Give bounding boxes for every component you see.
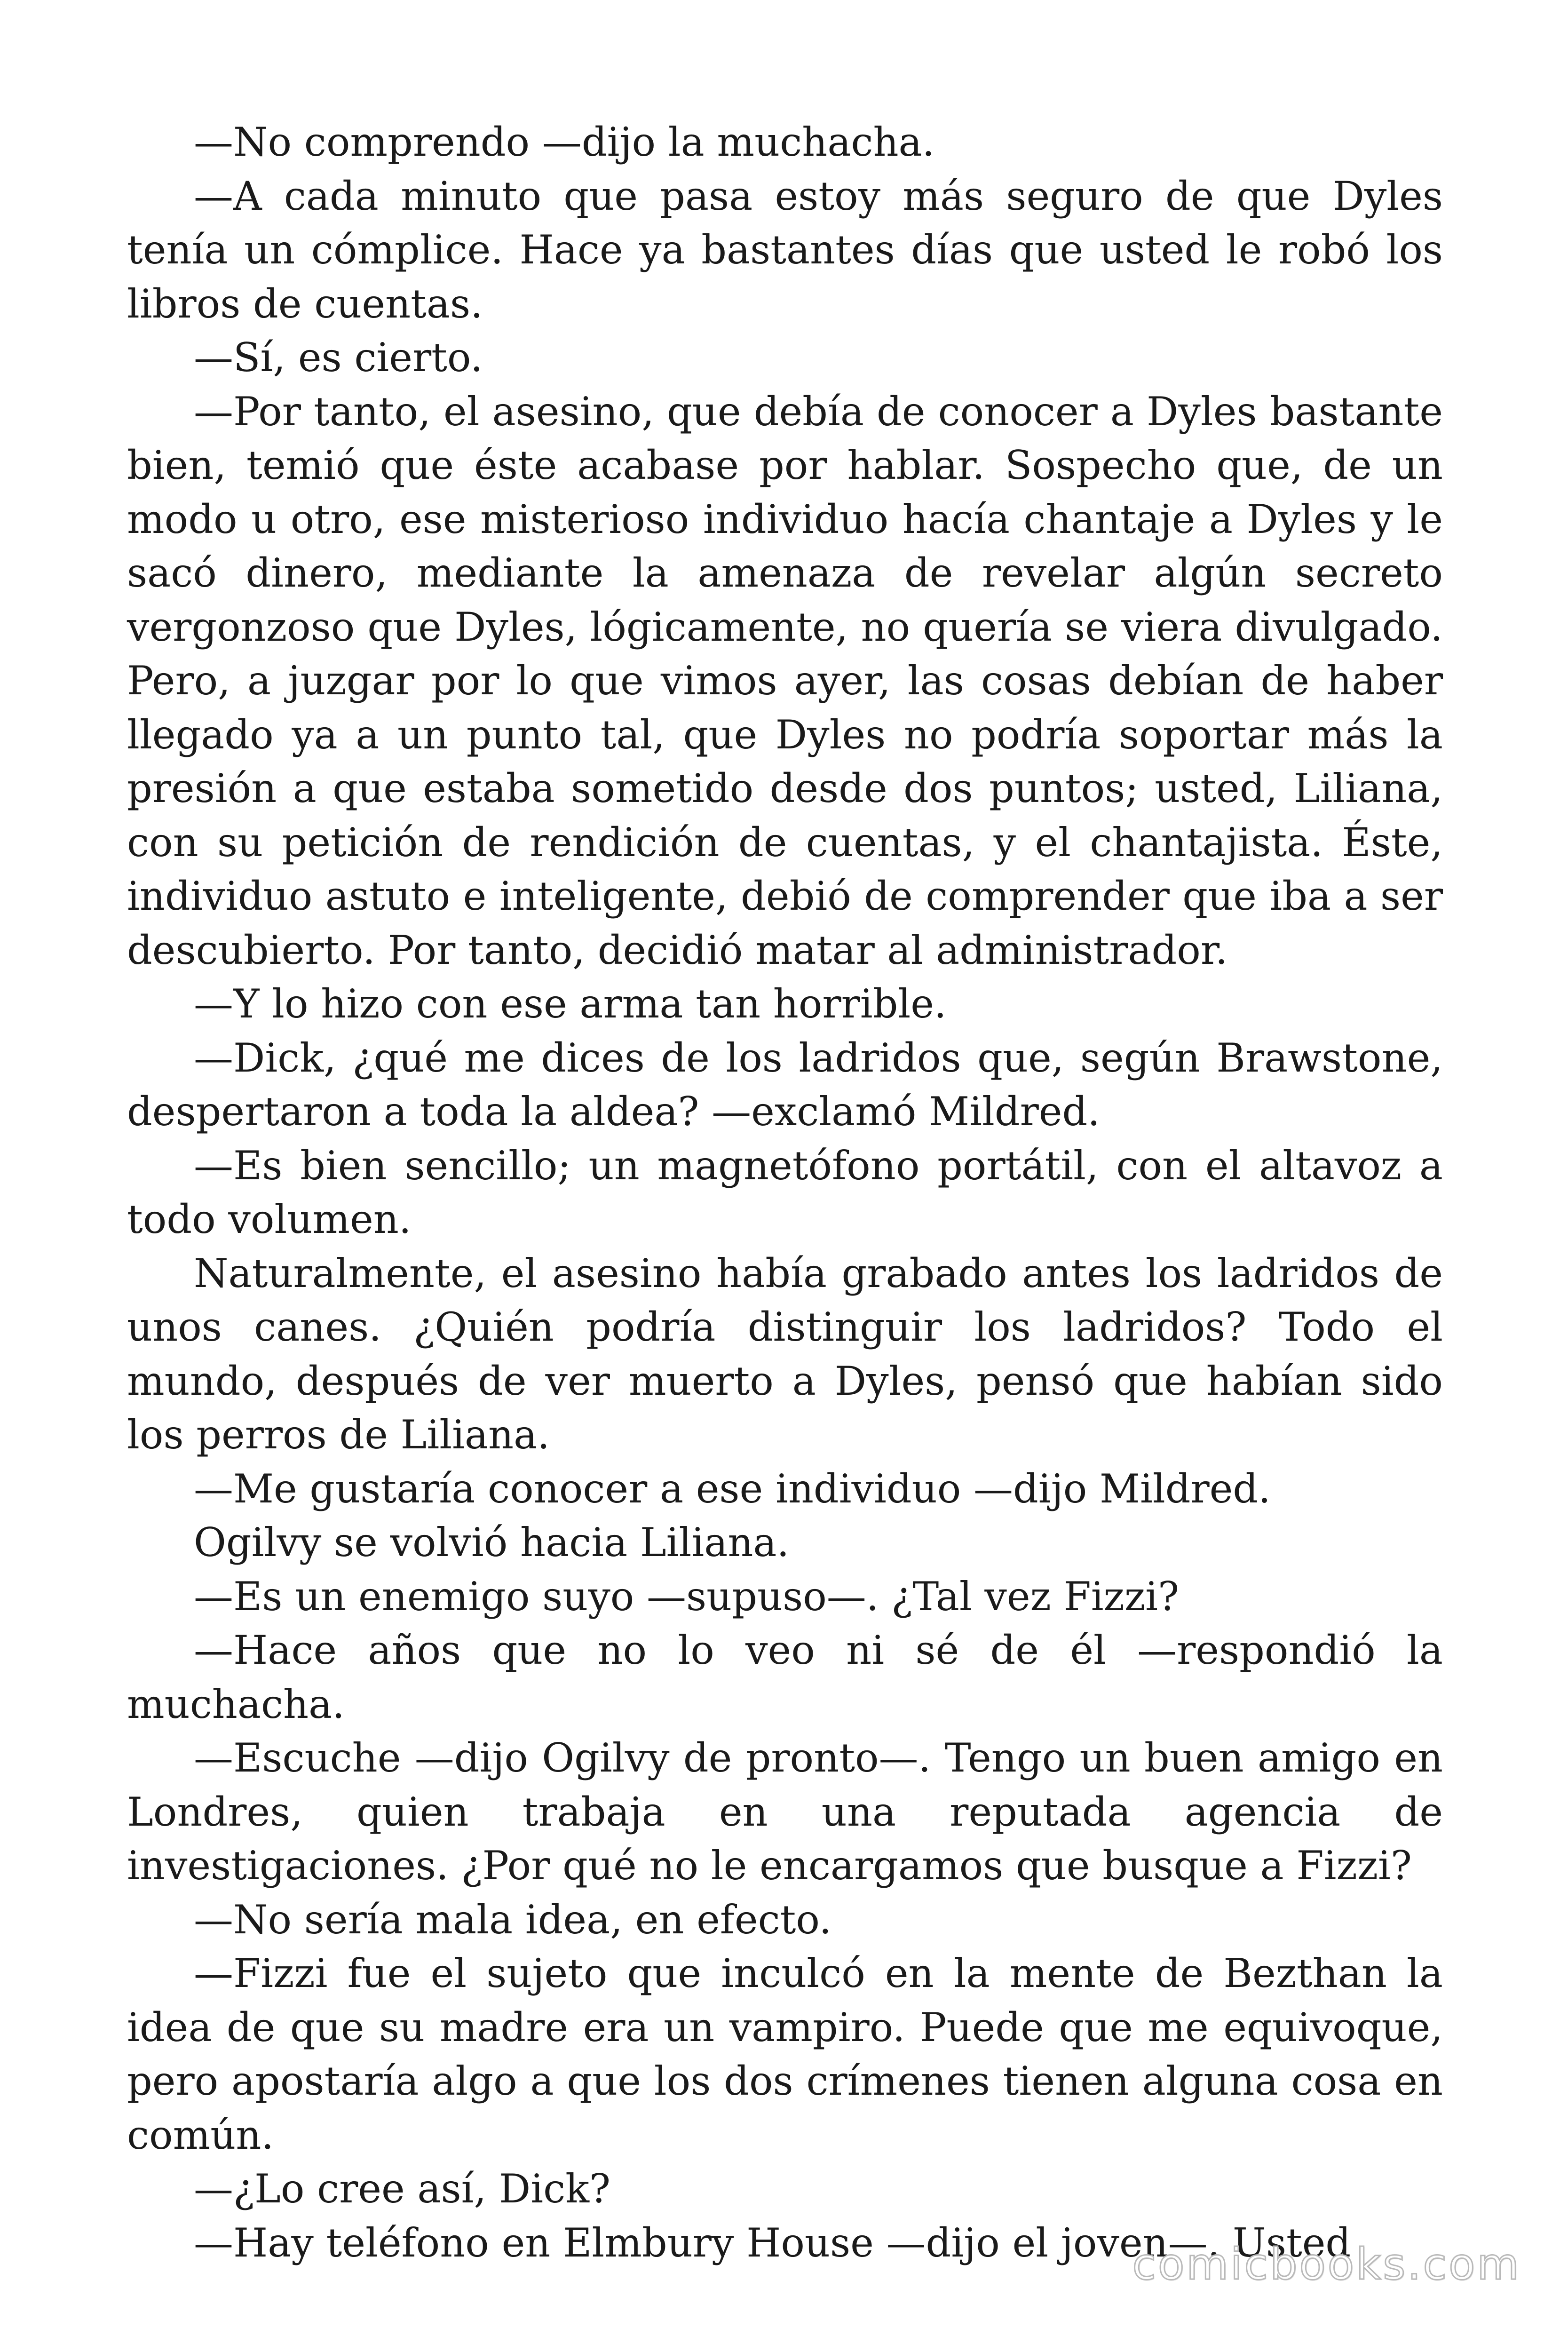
paragraph: —Escuche —dijo Ogilvy de pronto—. Tengo un buen amigo en Londres, quien trabaja en una reputada agencia de investigaciones. ¿Por qué no le encargamos que busque a Fizzi? xyxy=(127,1735,1443,1889)
paragraph: —Hace años que no lo veo ni sé de él —respondió la muchacha. xyxy=(127,1627,1443,1727)
watermark: comicbooks.com xyxy=(1132,2239,1521,2289)
paragraph: —A cada minuto que pasa estoy más seguro de que Dyles tenía un cómplice. Hace ya bastantes días que usted le robó los libros de cuentas. xyxy=(127,173,1443,327)
body-text xyxy=(127,115,1443,2270)
paragraph: —No sería mala idea, en efecto. xyxy=(194,1896,832,1943)
paragraph: —Dick, ¿qué me dices de los ladridos que, según Brawstone, despertaron a toda la aldea? —exclamó Mildred. xyxy=(127,1034,1443,1135)
paragraph: —Y lo hizo con ese arma tan horrible. xyxy=(194,981,947,1027)
paragraph: —Hay teléfono en Elmbury House —dijo el joven—. Usted xyxy=(194,2219,1351,2266)
paragraph: —Fizzi fue el sujeto que inculcó en la mente de Bezthan la idea de que su madre era un vampiro. Puede que me equivoque, pero apostaría algo a que los dos crímenes tienen alguna cosa en común. xyxy=(127,1950,1443,2158)
paragraph: Naturalmente, el asesino había grabado antes los ladridos de unos canes. ¿Quién podría distinguir los ladridos? Todo el mundo, después de ver muerto a Dyles, pensó que habían sido los perros de Liliana. xyxy=(127,1250,1443,1458)
paragraph: —Sí, es cierto. xyxy=(194,334,483,381)
paragraph: —Por tanto, el asesino, que debía de conocer a Dyles bastante bien, temió que éste acabase por hablar. Sospecho que, de un modo u otro, ese misterioso individuo hacía chantaje a Dyles y le sacó dinero, mediante la amenaza de revelar algún secreto vergonzoso que Dyles, lógicamente, no quería se viera divulgado. Pero, a juzgar por lo que vimos ayer, las cosas debían de haber llegado ya a un punto tal, que Dyles no podría soportar más la presión a que estaba sometido desde dos puntos; usted, Liliana, con su petición de rendición de cuentas, y el chantajista. Éste, individuo astuto e inteligente, debió de comprender que iba a ser descubierto. Por tanto, decidió matar al administrador. xyxy=(127,388,1443,973)
paragraph: —Me gustaría conocer a ese individuo —dijo Mildred. xyxy=(194,1465,1271,1512)
paragraph: —Es bien sencillo; un magnetófono portátil, con el altavoz a todo volumen. xyxy=(127,1142,1443,1242)
paragraph: —¿Lo cree así, Dick? xyxy=(194,2166,611,2212)
paragraph: —Es un enemigo suyo —supuso—. ¿Tal vez Fizzi? xyxy=(194,1573,1180,1620)
paragraph: —No comprendo —dijo la muchacha. xyxy=(194,119,935,165)
paragraph: Ogilvy se volvió hacia Liliana. xyxy=(194,1519,790,1565)
